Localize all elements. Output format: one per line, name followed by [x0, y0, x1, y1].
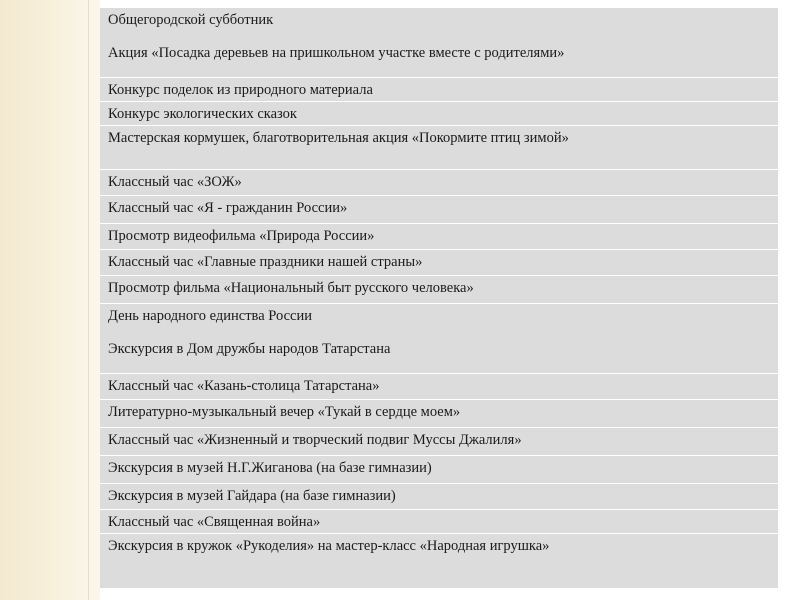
row-text: Классный час «Главные праздники нашей страны»	[108, 254, 423, 270]
table-row	[100, 456, 778, 484]
row-text: Экскурсия в музей Н.Г.Жиганова (на базе гимназии)	[108, 460, 432, 476]
table-row	[100, 126, 778, 170]
row-text: Мастерская кормушек, благотворительная акция «Покормите птиц зимой»	[108, 130, 569, 146]
table-row	[100, 534, 778, 588]
row-text: Экскурсия в музей Гайдара (на базе гимназии)	[108, 488, 396, 504]
table-row	[100, 276, 778, 304]
row-text: Литературно-музыкальный вечер «Тукай в сердце моем»	[108, 404, 461, 420]
row-text: Просмотр видеофильма «Природа России»	[108, 228, 375, 244]
table-row	[100, 400, 778, 428]
table-row	[100, 224, 778, 250]
row-text: Акция «Посадка деревьев на пришкольном участке вместе с родителями»	[108, 45, 565, 61]
row-text: Просмотр фильма «Национальный быт русского человека»	[108, 280, 474, 296]
table-row	[100, 484, 778, 510]
table-row	[100, 374, 778, 400]
table-row	[100, 170, 778, 196]
row-text: Классный час «Жизненный и творческий подвиг Муссы Джалиля»	[108, 432, 522, 448]
table-row	[100, 196, 778, 224]
row-text: Экскурсия в кружок «Рукоделия» на мастер-класс «Народная игрушка»	[108, 538, 550, 554]
row-text: Конкурс экологических сказок	[108, 106, 297, 122]
row-text: Классный час «Я - гражданин России»	[108, 200, 348, 216]
row-text: Общегородской субботник	[108, 12, 274, 28]
row-text: Классный час «Казань-столица Татарстана»	[108, 378, 380, 394]
row-text: Классный час «ЗОЖ»	[108, 174, 242, 190]
table-row	[100, 8, 778, 78]
row-text: Экскурсия в Дом дружбы народов Татарстана	[108, 341, 391, 357]
table-row	[100, 304, 778, 374]
row-text: День народного единства России	[108, 308, 312, 324]
row-text: Классный час «Священная война»	[108, 514, 321, 530]
row-text: Конкурс поделок из природного материала	[108, 82, 373, 98]
events-table	[100, 8, 778, 588]
side-decoration	[0, 0, 100, 600]
table-row	[100, 510, 778, 534]
table-row	[100, 102, 778, 126]
table-row	[100, 250, 778, 276]
table-row	[100, 428, 778, 456]
table-row	[100, 78, 778, 102]
side-divider	[88, 0, 89, 600]
